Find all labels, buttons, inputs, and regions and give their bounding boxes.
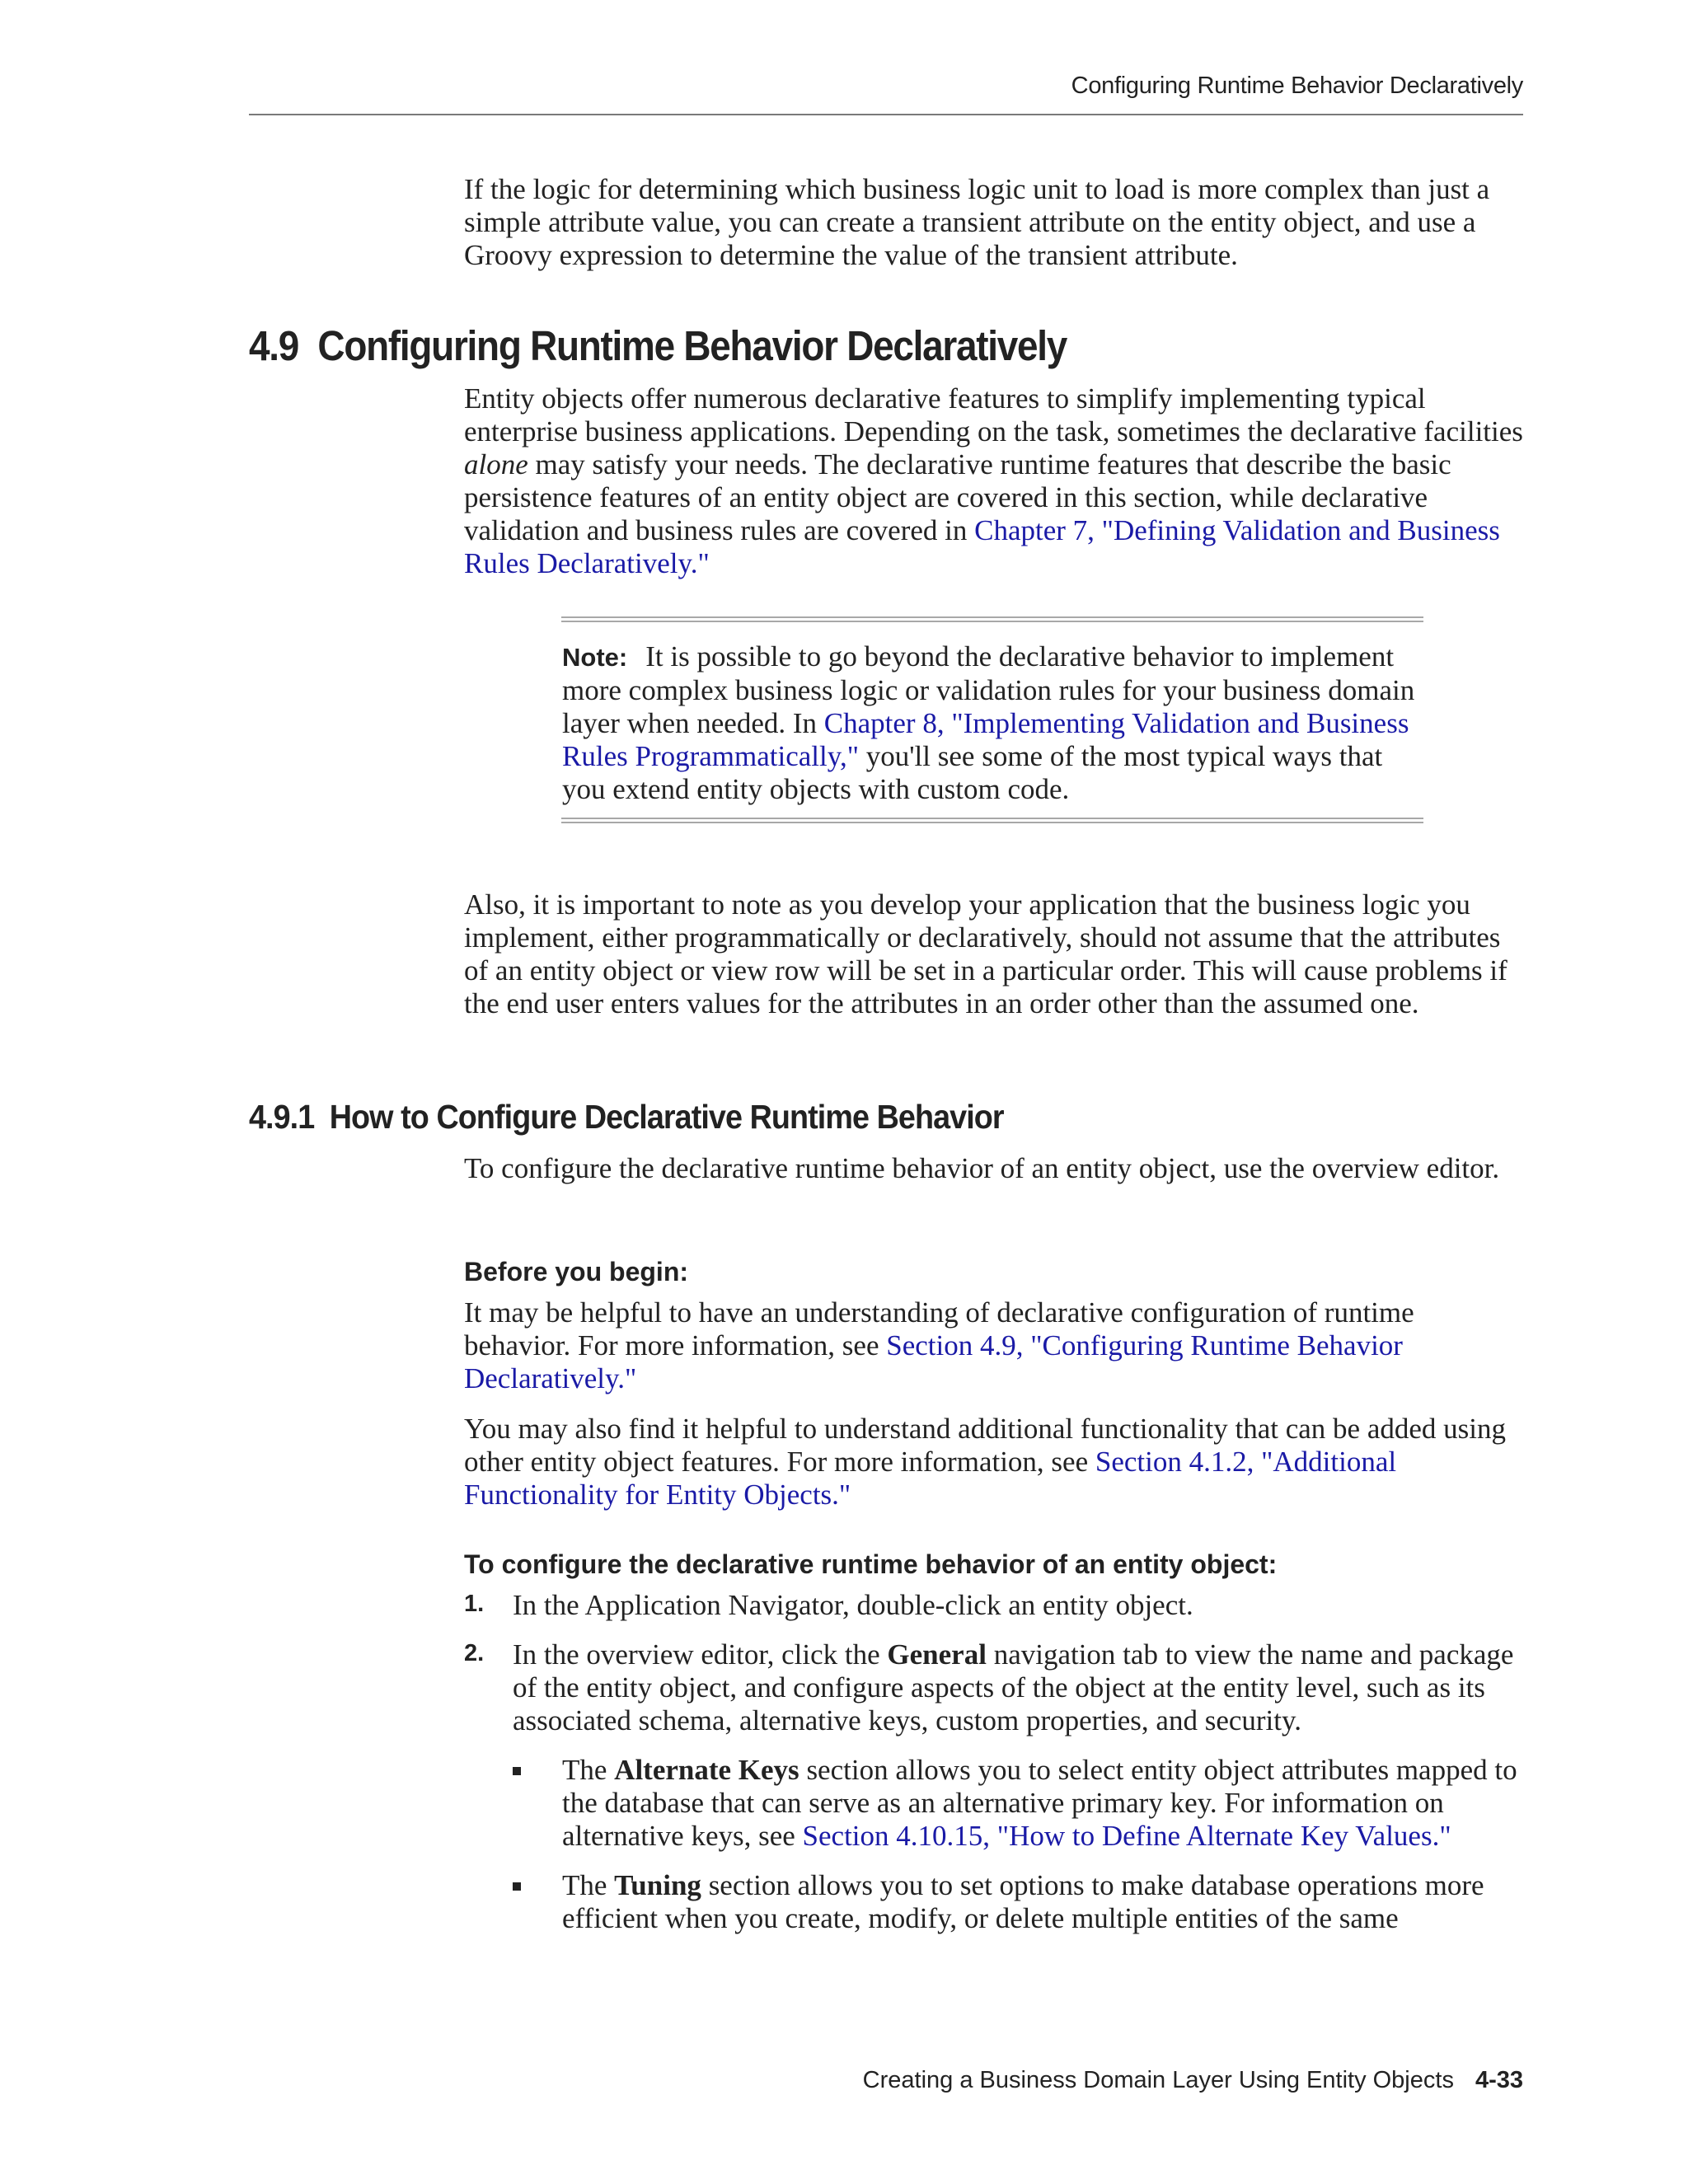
link-chapter-8[interactable]: Chapter 8, "Implementing Validation and Business Rules Programmatically," (562, 707, 1409, 772)
header-rule (249, 114, 1523, 115)
section-paragraph-1 (464, 382, 1523, 580)
page-footer (863, 2067, 1523, 2094)
ui-term-tuning: Tuning (614, 1869, 701, 1901)
page-number: 4-33 (1475, 2067, 1523, 2093)
bullet-item (513, 1869, 1523, 1935)
procedure-heading (464, 1549, 1523, 1580)
procedure-step (464, 1638, 1523, 1737)
bullet-text-pre: The (562, 1754, 615, 1786)
note-label: Note: (562, 643, 628, 672)
link-chapter-7[interactable]: Chapter 7, "Defining Validation and Business Rules Declaratively." (464, 514, 1500, 579)
bullet-text-pre: The (562, 1869, 615, 1901)
step-text: In the Application Navigator, double-click an entity object. (513, 1589, 1193, 1621)
subsection-intro: To configure the declarative runtime behavior of an entity object, use the overview editor. (464, 1152, 1500, 1184)
link-section-4-9[interactable]: Section 4.9, "Configuring Runtime Behavior Declaratively." (464, 1329, 1403, 1394)
step-text-a: In the overview editor, click the (513, 1638, 888, 1671)
section-paragraph-2: Also, it is important to note as you develop your application that the business logic you implement, either programmatically or declaratively, should not assume that the attributes of an entity object or view row will be set in a particular order. This will cause problems if the end user enters values for the attributes in an order other than the assumed one. (464, 888, 1507, 1019)
step-text (513, 1638, 1523, 1737)
emphasis-alone: alone (464, 448, 528, 480)
procedure-heading-label: To configure the declarative runtime behavior of an entity object: (464, 1549, 1278, 1579)
ui-term-alternate-keys: Alternate Keys (614, 1754, 799, 1786)
link-section-4-10-15[interactable]: Section 4.10.15, "How to Define Alternate Key Values." (802, 1820, 1451, 1852)
bullet-square-icon (513, 1882, 521, 1891)
subsection-heading (249, 1098, 1004, 1137)
bullet-text (562, 1869, 1523, 1935)
bullet-text-body: section allows you to set options to make database operations more efficient when you create, modify, or delete multiple entities of the same (562, 1869, 1484, 1934)
ui-term-general: General (887, 1638, 987, 1671)
before-you-begin-heading (464, 1257, 1523, 1287)
before-paragraph-2 (464, 1413, 1523, 1511)
section-paragraph-1-text-b: may satisfy your needs. The declarative runtime features that describe the basic persistence features of an entity object are covered in this section, while declarative validation and business rules are covered in (464, 448, 1451, 546)
running-header: Configuring Runtime Behavior Declaratively (1071, 73, 1523, 99)
step-number: 2. (464, 1640, 485, 1666)
section-title: Configuring Runtime Behavior Declaratively (317, 322, 1067, 369)
bullet-square-icon (513, 1767, 521, 1775)
section-paragraph-1-text-a: Entity objects offer numerous declarative features to simplify implementing typical enterprise business applications. Depending on the task, sometimes the declarative facilities (464, 382, 1523, 448)
before-paragraph-1-text: It may be helpful to have an understanding of declarative configuration of runtime behavior. For more information, see (464, 1296, 1414, 1361)
bullet-text (562, 1754, 1523, 1853)
before-paragraph-2-text: You may also find it helpful to understand additional functionality that can be added using other entity object features. For more information, see (464, 1413, 1506, 1478)
intro-paragraph: If the logic for determining which business logic unit to load is more complex than just a simple attribute value, you can create a transient attribute on the entity object, and use a Groovy expression to determine the value of the transient attribute. (464, 173, 1490, 271)
before-paragraph-1 (464, 1296, 1523, 1395)
note-top-rule (561, 616, 1423, 622)
section-heading (249, 321, 1067, 370)
link-section-4-1-2[interactable]: Section 4.1.2, "Additional Functionality for Entity Objects." (464, 1446, 1397, 1511)
note-box (561, 616, 1423, 823)
step-number: 1. (464, 1591, 485, 1617)
before-you-begin-label: Before you begin: (464, 1257, 689, 1286)
note-body (561, 622, 1423, 818)
subsection-title: How to Configure Declarative Runtime Behavior (329, 1098, 1004, 1136)
bullet-item (513, 1754, 1523, 1853)
note-text-a: It is possible to go beyond the declarative behavior to implement more complex business logic or validation rules for your business domain layer when needed. In (562, 640, 1415, 739)
note-text-b: you'll see some of the most typical ways that you extend entity objects with custom code. (562, 740, 1383, 805)
footer-book-title: Creating a Business Domain Layer Using Entity Objects (862, 2067, 1454, 2093)
bullet-text-body: section allows you to select entity object attributes mapped to the database that can serve as an alternative primary key. For information on alternative keys, see (562, 1754, 1517, 1852)
note-bottom-rule (561, 818, 1423, 823)
subsection-number: 4.9.1 (249, 1098, 315, 1136)
procedure-step (464, 1589, 1523, 1622)
section-number: 4.9 (249, 322, 299, 369)
step-text-b: navigation tab to view the name and package of the entity object, and configure aspects of the object at the entity level, such as its associated schema, alternative keys, custom properties, and security. (513, 1638, 1514, 1736)
